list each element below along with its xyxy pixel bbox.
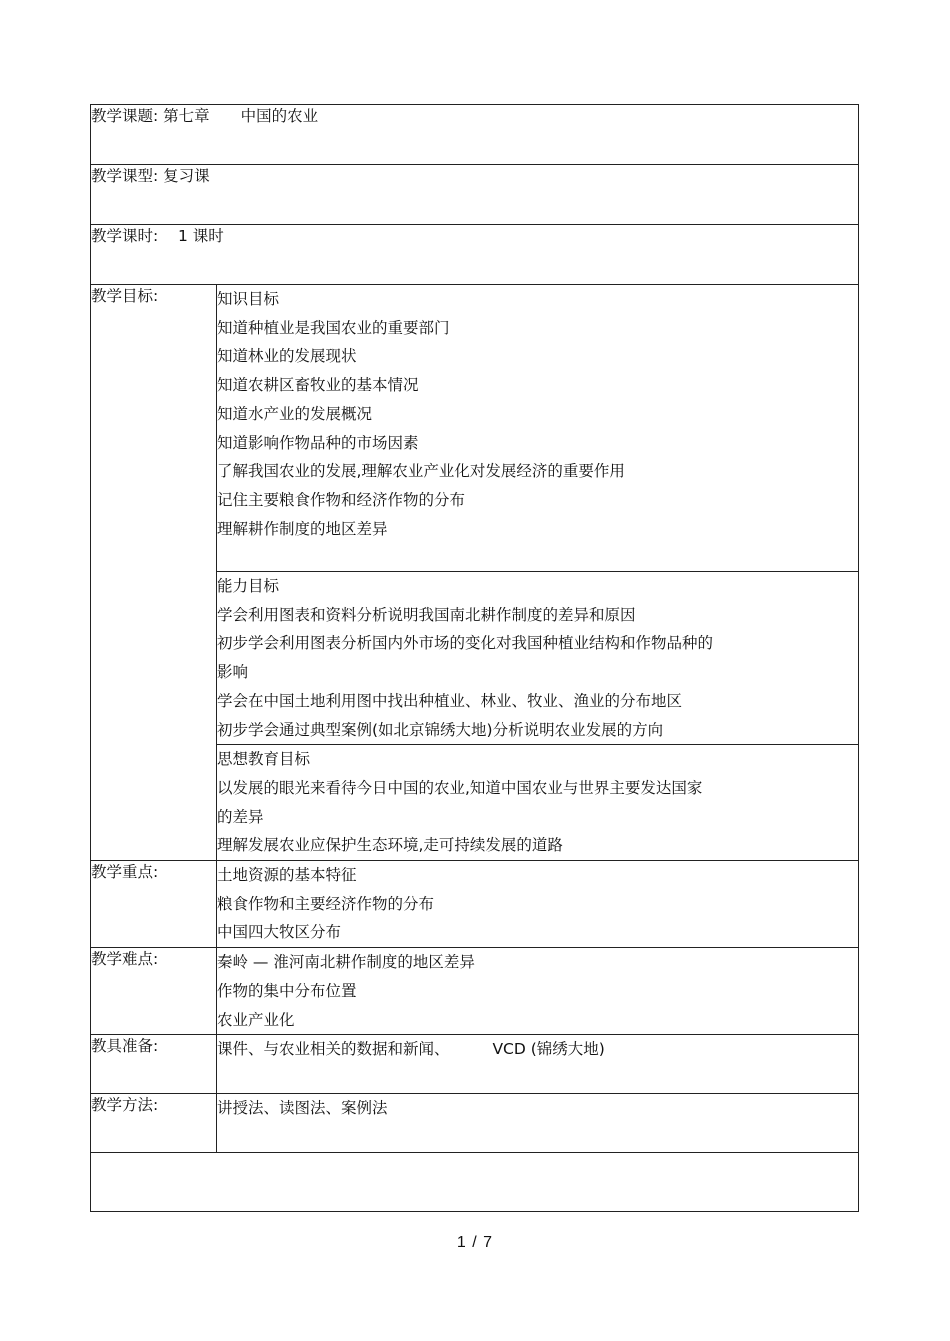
ability-item: 初步学会利用图表分析国内外市场的变化对我国种植业结构和作物品种的 [217,634,714,653]
difficult-points-row [91,948,859,1035]
knowledge-heading: 知识目标 [217,290,280,308]
ability-heading: 能力目标 [217,577,280,595]
difficult-point-item: 秦岭 — 淮河南北耕作制度的地区差异 [217,953,475,972]
key-point-item: 粮食作物和主要经济作物的分布 [217,894,435,913]
key-points-row [91,861,859,948]
topic-chapter: 第七章 [163,107,210,125]
key-point-item: 土地资源的基本特征 [217,866,357,885]
key-point-item: 中国四大牧区分布 [217,923,342,942]
methods [217,1094,859,1153]
methods-label: 教学方法: [91,1094,217,1153]
topic-name: 中国的农业 [240,107,319,125]
difficult-points [217,948,859,1035]
knowledge-item: 记住主要粮食作物和经济作物的分布 [217,490,466,509]
difficult-point-item: 作物的集中分布位置 [217,981,357,1000]
difficult-point-item: 农业产业化 [217,1010,295,1029]
hours-row [91,225,859,285]
objectives-row-knowledge [91,285,859,572]
empty-cell [91,1153,859,1212]
page-number: 1 / 7 [456,1234,494,1251]
ability-item: 影响 [217,663,249,682]
ideology-item: 理解发展农业应保护生态环境,走可持续发展的道路 [217,836,563,855]
knowledge-item: 知道林业的发展现状 [217,347,357,366]
ability-item: 学会利用图表和资料分析说明我国南北耕作制度的差异和原因 [217,605,636,624]
materials-value-a: 课件、与农业相关的数据和新闻、 [217,1040,450,1059]
empty-row [91,1153,859,1212]
type-label: 教学课型: [91,167,159,185]
knowledge-item: 知道水产业的发展概况 [217,404,373,423]
difficult-points-label: 教学难点: [91,948,217,1035]
ability-item: 学会在中国土地利用图中找出种植业、林业、牧业、渔业的分布地区 [217,691,683,710]
ability-objectives [217,572,859,745]
materials-label: 教具准备: [91,1035,217,1094]
methods-value: 讲授法、读图法、案例法 [217,1099,388,1118]
key-points [217,861,859,948]
topic-row [91,105,859,165]
ability-item: 初步学会通过典型案例(如北京锦绣大地)分析说明农业发展的方向 [217,720,664,739]
materials-row [91,1035,859,1094]
topic-label: 教学课题: [91,107,159,125]
knowledge-item: 理解耕作制度的地区差异 [217,519,388,538]
knowledge-item: 了解我国农业的发展,理解农业产业化对发展经济的重要作用 [217,462,625,481]
methods-row [91,1094,859,1153]
materials [217,1035,859,1094]
type-value: 复习课 [163,167,210,185]
hours-label: 教学课时: [91,227,159,245]
ideology-item: 的差异 [217,807,264,826]
ideology-heading: 思想教育目标 [217,750,311,769]
knowledge-objectives [217,285,859,572]
hours-value: 1 课时 [177,227,224,245]
knowledge-item: 知道农耕区畜牧业的基本情况 [217,376,419,395]
knowledge-item: 知道影响作物品种的市场因素 [217,433,419,452]
ideology-item: 以发展的眼光来看待今日中国的农业,知道中国农业与世界主要发达国家 [217,778,703,797]
key-points-label: 教学重点: [91,861,217,948]
materials-value-b: VCD (锦绣大地) [492,1040,605,1059]
objectives-label: 教学目标: [91,285,217,861]
lesson-plan-table [90,104,859,1212]
ideology-objectives [217,745,859,861]
knowledge-item: 知道种植业是我国农业的重要部门 [217,318,450,337]
type-row [91,165,859,225]
